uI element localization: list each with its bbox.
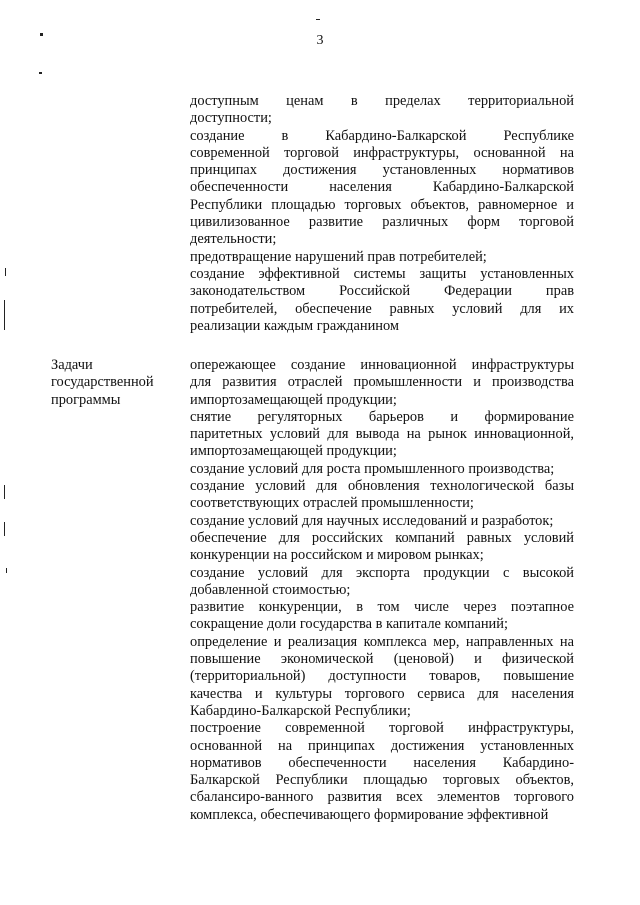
text-line: Балкарской Республики площадью торговых объектов, [190,772,574,789]
text-line: современной торговой инфраструктуры, основанной на [190,144,574,161]
text-line: определение и реализация комплекса мер, направленных на [190,633,574,650]
scan-mark [4,300,5,330]
text-line: создание условий для роста промышленного производства; [190,460,555,477]
text-line: доступности; [190,110,272,127]
text-line: импортозамещающей продукции; [190,443,397,460]
text-line: конкуренции на российском и мировом рынках; [190,547,484,564]
text-line: опережающее создание инновационной инфраструктуры [190,357,574,373]
text-line: нормативов обеспеченности населения Кабардино- [190,754,574,771]
text-line: для развития отраслей промышленности и производства [190,374,574,391]
tasks-label-line: государственной [51,374,154,391]
text-line: деятельности; [190,231,277,248]
text-line: (территориальной) доступности товаров, повышение [190,668,574,685]
text-line: создание условий для обновления технологической базы [190,478,574,495]
tasks-label-line: Задачи [51,357,93,373]
text-line: сбалансиро-ванного развития всех элементов торгового [190,789,574,806]
text-line: обеспеченности населения Кабардино-Балкарской [190,179,574,196]
text-line: качества и культуры торгового сервиса для населения [190,685,574,702]
text-line: предотвращение нарушений прав потребителей; [190,248,487,265]
text-line: обеспечение для российских компаний равных условий [190,529,574,546]
text-line: создание условий для научных исследований и разработок; [190,512,554,529]
text-line: создание в Кабардино-Балкарской Республике [190,127,574,144]
scan-mark [4,485,5,499]
tasks-block [190,357,574,824]
text-line: потребителей, обеспечение равных условий для их [190,300,574,317]
text-line: реализации каждым гражданином [190,317,399,334]
text-line: импортозамещающей продукции; [190,391,397,408]
scan-mark [39,72,42,74]
text-line: сокращение доли государства в капитале компаний; [190,616,508,633]
page-number: 3 [316,33,324,48]
scan-mark [6,568,7,573]
scan-mark [40,33,43,36]
text-line: создание условий для экспорта продукции с высокой [190,564,574,581]
text-line: создание эффективной системы защиты установленных [190,265,574,282]
text-line: доступным ценам в пределах территориальной [190,93,574,109]
upper-block [190,93,574,335]
tasks-label [51,357,181,409]
text-line: законодательством Российской Федерации прав [190,283,574,300]
text-line: принципах достижения установленных нормативов [190,162,574,179]
text-line: соответствующих отраслей промышленности; [190,495,474,512]
text-line: развитие конкуренции, в том числе через поэтапное [190,599,574,616]
scan-mark [5,268,6,276]
text-line: паритетных условий для вывода на рынок инновационной, [190,426,574,443]
text-line: Республики площадью торговых объектов, равномерное и [190,196,574,213]
text-line: снятие регуляторных барьеров и формирование [190,408,574,425]
scan-mark [316,19,320,20]
text-line: повышение экономической (ценовой) и физической [190,651,574,668]
tasks-label-line: программы [51,391,121,408]
text-line: добавленной стоимостью; [190,581,351,598]
text-line: Кабардино-Балкарской Республики; [190,702,411,719]
text-line: комплекса, обеспечивающего формирование эффективной [190,806,549,823]
text-line: основанной на принципах достижения установленных [190,737,574,754]
scan-mark [4,522,5,536]
text-line: цивилизованное развитие различных форм торговой [190,214,574,231]
text-line: построение современной торговой инфраструктуры, [190,720,574,737]
